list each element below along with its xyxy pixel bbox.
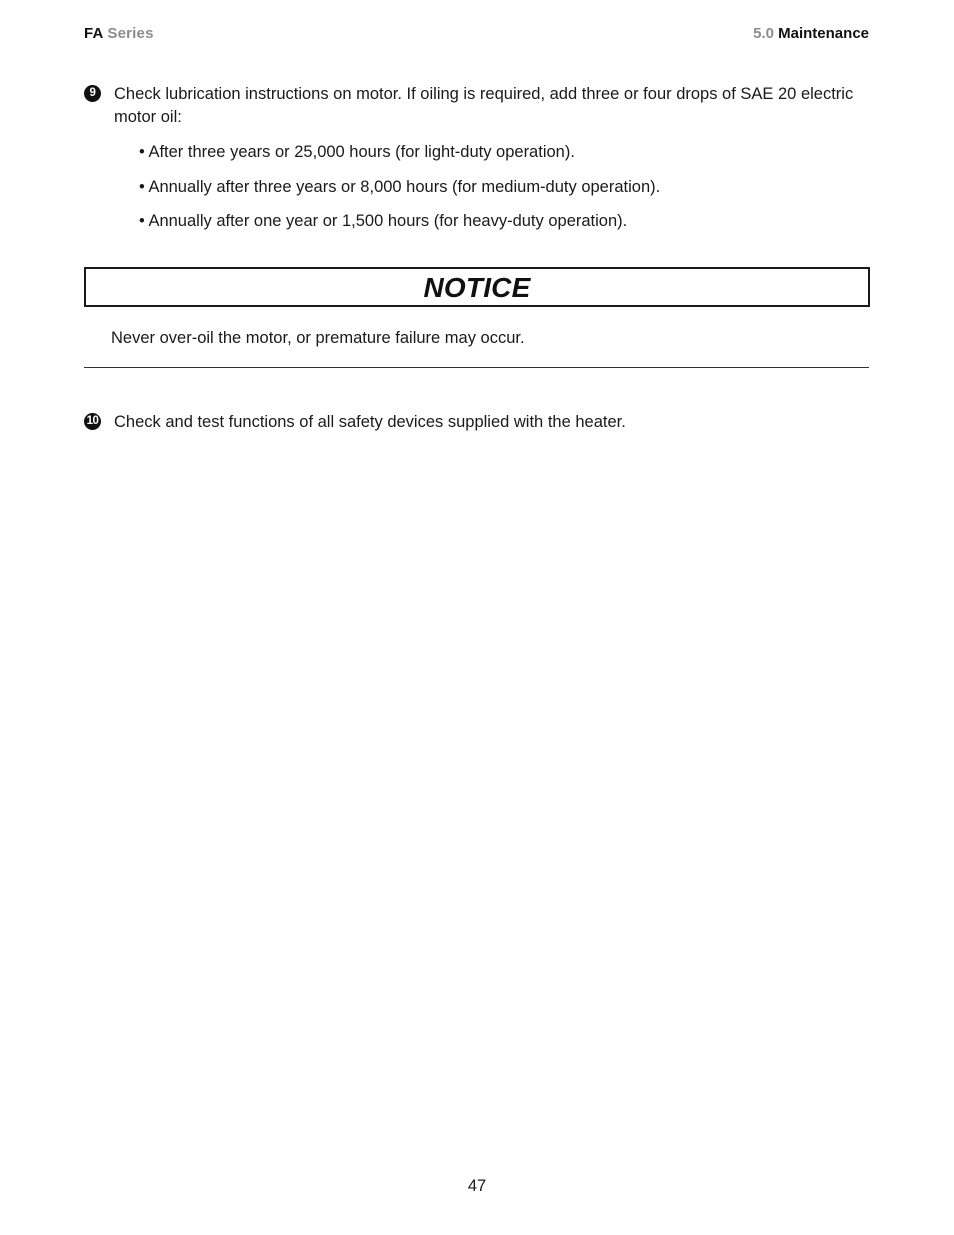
- page-number: 47: [467, 1177, 487, 1195]
- notice-divider: [84, 367, 869, 368]
- running-header-series: [84, 25, 154, 42]
- list-item: • After three years or 25,000 hours (for light-duty operation).: [139, 143, 575, 161]
- list-item: • Annually after three years or 8,000 hours (for medium-duty operation).: [139, 177, 661, 196]
- step-number-badge: 9: [84, 85, 101, 102]
- step-10: [84, 411, 870, 434]
- step-9: [84, 83, 870, 129]
- step-text: Check lubrication instructions on motor. If oiling is required, add three or four drops of SAE 20 electric motor oil:: [114, 85, 854, 126]
- step-text: Check and test functions of all safety devices supplied with the heater.: [114, 413, 626, 431]
- header-series-label: Series: [107, 25, 154, 42]
- notice-body: Never over-oil the motor, or premature failure may occur.: [111, 329, 525, 347]
- lubrication-schedule-list: [139, 141, 660, 245]
- running-header-section: [753, 25, 869, 42]
- step-number-badge: 10: [84, 413, 101, 430]
- list-item: • Annually after one year or 1,500 hours (for heavy-duty operation).: [139, 212, 628, 230]
- header-brand: FA: [84, 25, 104, 42]
- notice-banner: [84, 267, 870, 307]
- header-section-number: 5.0: [753, 25, 774, 42]
- notice-title: NOTICE: [423, 272, 531, 303]
- header-section-title: Maintenance: [778, 25, 869, 42]
